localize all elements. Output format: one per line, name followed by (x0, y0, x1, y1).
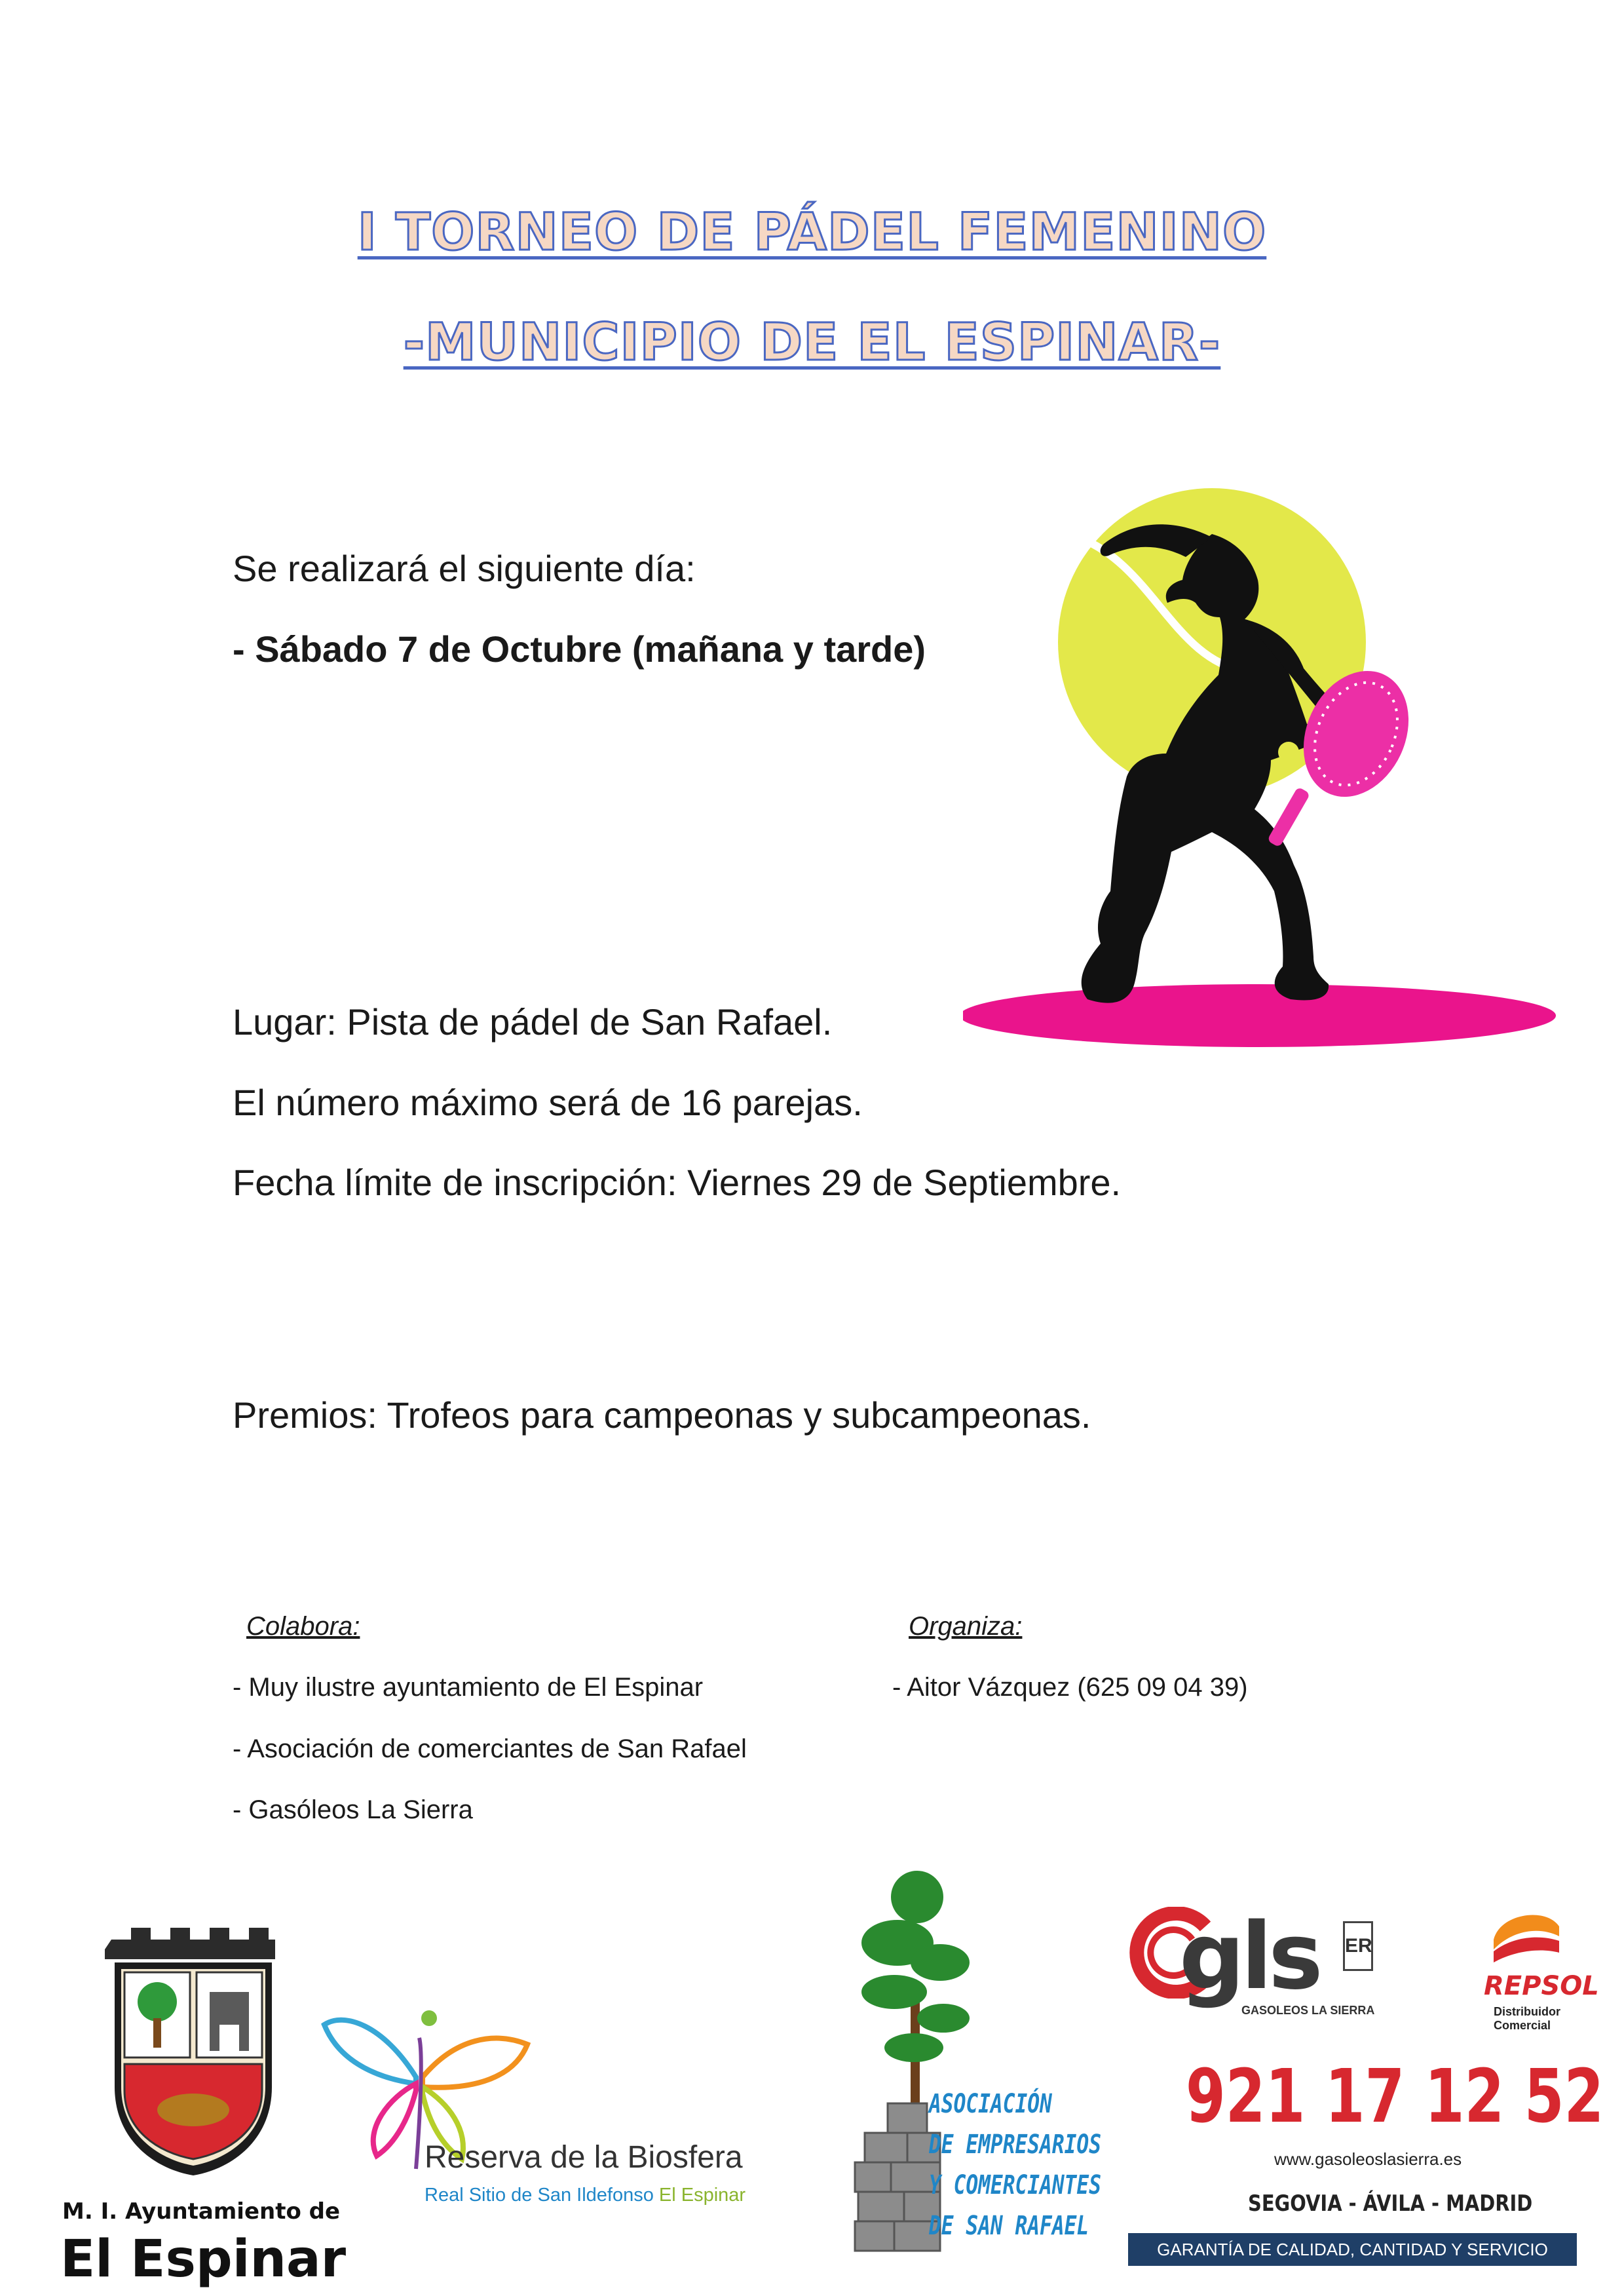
gls-brand-sub: GASOLEOS LA SIERRA (1241, 2004, 1375, 2017)
small-ball-icon (1278, 742, 1299, 763)
max-pairs-text: El número máximo será de 16 parejas. (233, 1082, 863, 1123)
gls-regions: SEGOVIA - ÁVILA - MADRID (1248, 2191, 1533, 2217)
asociacion-logo-line: ASOCIACIÓN (929, 2089, 1052, 2119)
collaborate-item: - Muy ilustre ayuntamiento de El Espinar (233, 1673, 704, 1702)
prizes-text: Premios: Trofeos para campeonas y subcampeonas. (233, 1394, 1091, 1436)
collaborate-heading: Colabora: (246, 1612, 360, 1641)
place-text: Lugar: Pista de pádel de San Rafael. (233, 1001, 833, 1043)
biosfera-logo-subtitle-a: Real Sitio de San Ildefonso (425, 2185, 654, 2206)
poster-title: I TORNEO DE PÁDEL FEMENINO (357, 203, 1267, 262)
ayuntamiento-logo-line1: M. I. Ayuntamiento de (62, 2198, 341, 2225)
certification-icon: ER (1343, 1921, 1373, 1971)
asociacion-logo-line: DE EMPRESARIOS (929, 2130, 1101, 2160)
repsol-flame-icon (1487, 1900, 1566, 1966)
repsol-brand: REPSOL (1484, 1971, 1599, 2001)
collaborate-item: - Gasóleos La Sierra (233, 1795, 473, 1824)
asociacion-logo-line: DE SAN RAFAEL (929, 2211, 1089, 2241)
poster-subtitle: -MUNICIPIO DE EL ESPINAR- (403, 313, 1221, 372)
biosfera-logo-subtitle (425, 2185, 746, 2206)
gls-repsol-ad (1107, 1887, 1604, 2274)
repsol-sub: Distribuidor Comercial (1494, 2005, 1560, 2032)
gls-phone: 921 17 12 52 (1186, 2054, 1604, 2139)
gls-brand: gls (1179, 1904, 1319, 2010)
padel-player-illustration (963, 446, 1579, 1055)
biosfera-logo-title: Reserva de la Biosfera (425, 2140, 743, 2175)
asociacion-logo-text (929, 2084, 1101, 2246)
ayuntamiento-coat-of-arms-logo (105, 1926, 282, 2182)
deadline-text: Fecha límite de inscripción: Viernes 29 de Septiembre. (233, 1162, 1122, 1203)
gls-website: www.gasoleoslasierra.es (1274, 2149, 1462, 2169)
gls-slogan: GARANTÍA DE CALIDAD, CANTIDAD Y SERVICIO (1128, 2233, 1577, 2266)
ayuntamiento-logo-line2: El Espinar (60, 2230, 347, 2289)
schedule-intro: Se realizará el siguiente día: (233, 548, 696, 589)
biosfera-logo-subtitle-b: El Espinar (658, 2185, 746, 2206)
collaborate-item: - Asociación de comerciantes de San Rafael (233, 1734, 747, 1763)
organize-heading: Organiza: (909, 1612, 1023, 1641)
court-shadow (963, 984, 1556, 1047)
schedule-date: - Sábado 7 de Octubre (mañana y tarde) (233, 628, 926, 670)
asociacion-logo-line: Y COMERCIANTES (929, 2170, 1101, 2200)
organize-item: - Aitor Vázquez (625 09 04 39) (892, 1673, 1248, 1702)
